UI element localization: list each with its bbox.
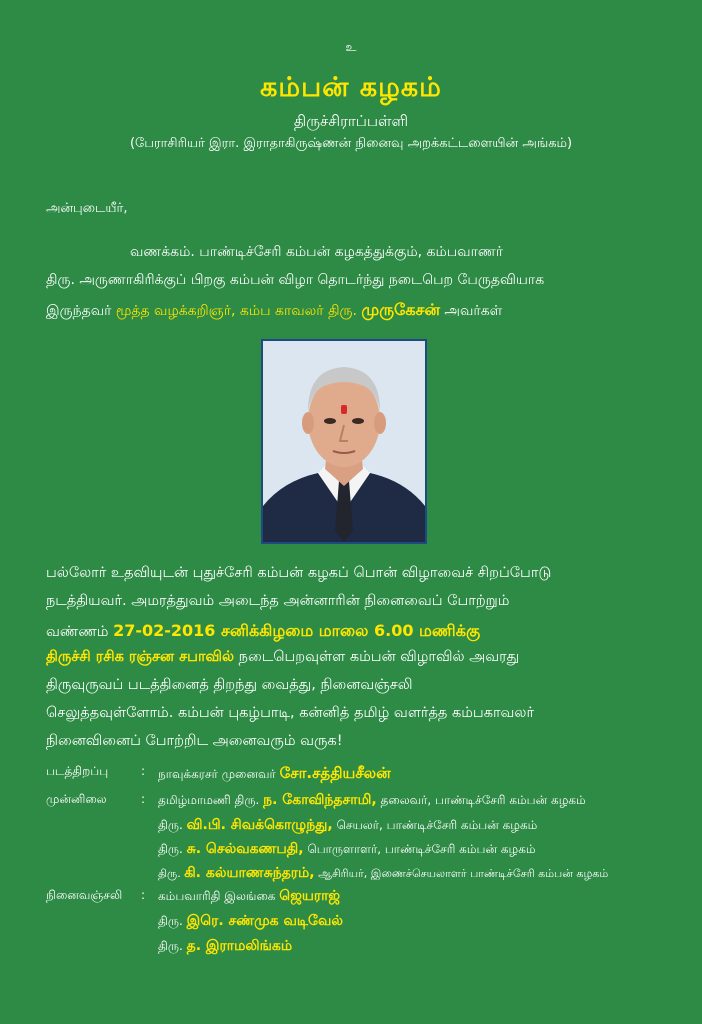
p2-line4-end: நடைபெறவுள்ள கம்பன் விழாவில் அவரது [234,649,520,665]
label-tribute: நினைவஞ்சலி [46,888,123,902]
p1-line3-end: அவர்கள் [439,303,503,319]
paragraph2-line2: நடத்தியவர். அமரத்துவம் அடைந்த அன்னாரின் நினைவைப் போற்றும் [46,593,510,609]
row4-name: சு. செல்வகணபதி, [186,841,304,857]
honoree-name: முருகேசன் [361,300,440,319]
paragraph1-line1: வணக்கம். பாண்டிச்சேரி கம்பன் கழகத்துக்கும், கம்பவாணர் [130,244,504,260]
row4-prefix: திரு. [158,842,187,856]
row1-name: சோ.சத்தியசீலன் [279,764,391,782]
label-presence: முன்னிலை [46,792,107,806]
row5-prefix: திரு. [158,867,185,880]
paragraph1-line3 [46,300,664,321]
event-venue: திருச்சி ரசிக ரஞ்சன சபாவில் [46,649,235,665]
row2-name: ந. கோவிந்தசாமி, [263,792,377,808]
paragraph2-line6: செலுத்தவுள்ளோம். கம்பன் புகழ்பாடி, கன்னித் தமிழ் வளர்த்த கம்பகாவலர் [46,705,535,721]
row8-prefix: திரு. [158,939,187,953]
colon-2: : [141,792,146,806]
presence-value-2 [158,817,537,835]
row7-name: இரெ. சண்முக வடிவேல் [186,913,343,929]
paragraph2-line3 [46,621,480,642]
top-mark: உ [345,40,357,54]
portrait-photo [261,339,427,544]
row3-suffix: செயலர், பாண்டிச்சேரி கம்பன் கழகம் [332,818,538,832]
paragraph2-line1: பல்லோர் உதவியுடன் புதுச்சேரி கம்பன் கழகப் பொன் விழாவைச் சிறப்போடு [46,565,552,581]
presence-value-4 [158,865,608,883]
row3-name: வி.பி. சிவக்கொழுந்து, [186,817,333,833]
event-datetime: 27-02-2016 சனிக்கிழமை மாலை 6.00 மணிக்கு [113,621,481,640]
row4-suffix: பொருளாளர், பாண்டிச்சேரி கம்பன் கழகம் [303,842,536,856]
page-title: கம்பன் கழகம் [260,72,442,103]
presence-value-1 [158,792,586,810]
row6-name: ஜெயராஜ் [279,888,341,904]
photo-unveiling-value [158,764,391,784]
paragraph2-line5: திருவுருவப் படத்தினைத் திறந்து வைத்து, நினைவஞ்சலி [46,677,413,693]
row3-prefix: திரு. [158,818,187,832]
row8-name: த. இராமலிங்கம் [186,938,293,954]
row5-name: கி. கல்யாணசுந்தரம், [184,865,315,881]
row1-prefix: நாவுக்கரசர் முனைவர் [158,767,280,781]
row2-prefix: தமிழ்மாமணி திரு. [158,793,264,807]
row5-suffix: ஆசிரியர், இணைச்செயலாளர் பாண்டிச்சேரி கம்பன் கழகம் [314,867,609,880]
row7-prefix: திரு. [158,914,187,928]
greeting: அன்புடையீர், [46,201,128,216]
row6-prefix: கம்பவாரிதி இலங்கை [158,889,280,903]
label-photo-unveiling: படத்திறப்பு [46,764,109,778]
paragraph2-line7: நினைவினைப் போற்றிட அனைவரும் வருக! [46,733,343,749]
colon-1: : [141,764,146,778]
colon-3: : [141,888,146,902]
p1-line3-title: மூத்த வழக்கறிஞர், கம்ப காவலர் திரு. [115,303,362,319]
presence-value-3 [158,841,536,859]
paragraph2-line4 [46,649,519,667]
city-name: திருச்சிராப்பள்ளி [293,112,409,130]
p1-line3-start: இருந்தவர் [46,303,116,319]
tribute-value-3 [158,938,292,956]
paragraph1-line2: திரு. அருணாகிரிக்குப் பிறகு கம்பன் விழா தொடர்ந்து நடைபெற பேருதவியாக [46,272,545,288]
row2-suffix: தலைவர், பாண்டிச்சேரி கம்பன் கழகம் [376,793,586,807]
subtitle: (பேராசிரியர் இரா. இராதாகிருஷ்ணன் நினைவு அறக்கட்டளையின் அங்கம்) [129,136,573,151]
p2-line3-start: வண்ணம் [46,624,114,640]
portrait-image [263,341,425,542]
tribute-value-2 [158,913,343,931]
tribute-value-1 [158,888,340,906]
